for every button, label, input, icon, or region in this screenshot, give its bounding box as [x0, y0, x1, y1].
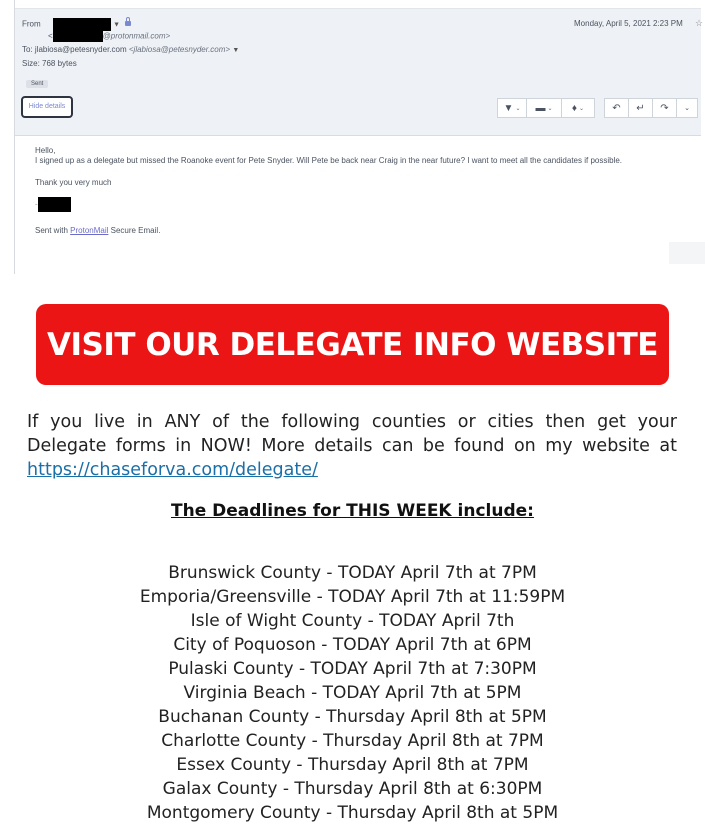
- list-item: Essex County - Thursday April 8th at 7PM: [176, 755, 529, 775]
- list-item: Charlotte County - Thursday April 8th at 7PM: [161, 731, 544, 751]
- chevron-down-icon: ⌄: [684, 105, 690, 112]
- chevron-down-icon[interactable]: ▼: [232, 47, 240, 54]
- intro-text: If you live in ANY of the following counties or cities then get your Delegate forms in NOW! More details can be found on my website at: [27, 412, 677, 456]
- list-item: City of Poquoson - TODAY April 7th at 6PM: [173, 635, 532, 655]
- email-body: [35, 146, 645, 236]
- email-screenshot: [14, 0, 704, 274]
- to-address[interactable]: jlabiosa@petesnyder.com: [34, 45, 127, 54]
- filter-button[interactable]: [497, 98, 527, 118]
- from-row: [22, 18, 131, 31]
- redacted-sender-email: [53, 31, 103, 42]
- list-item: Emporia/Greensville - TODAY April 7th at 11:59PM: [139, 587, 566, 607]
- delegate-website-link[interactable]: https://chaseforva.com/delegate/: [27, 460, 318, 480]
- label-icon: ♦: [571, 102, 578, 114]
- reply-all-icon: ↵: [636, 102, 645, 114]
- chevron-down-icon: ⌄: [547, 105, 553, 112]
- message-text: I signed up as a delegate but missed the Roanoke event for Pete Snyder. Will Pete be back near Craig in the near future? I want to meet all the candidates if possible.: [35, 156, 623, 165]
- signature: -: [35, 197, 645, 212]
- hide-details-button[interactable]: Hide details: [21, 96, 73, 118]
- redacted-signature: [38, 197, 71, 212]
- to-label: To:: [22, 45, 33, 54]
- thanks-line: Thank you very much: [35, 178, 112, 187]
- from-label: From: [22, 19, 41, 29]
- email-header: [15, 8, 704, 136]
- message-size: Size: 768 bytes: [22, 59, 77, 68]
- list-item: Galax County - Thursday April 8th at 6:30PM: [162, 779, 543, 799]
- deadlines-heading: The Deadlines for THIS WEEK include:: [171, 501, 534, 521]
- sent-badge: Sent: [26, 80, 48, 88]
- protonmail-link[interactable]: ProtonMail: [70, 226, 109, 235]
- attachment-area: [669, 242, 705, 264]
- forward-button[interactable]: [652, 98, 677, 118]
- chevron-down-icon: ⌄: [515, 105, 521, 112]
- list-item: Brunswick County - TODAY April 7th at 7PM: [168, 563, 537, 583]
- deadlines-list: [0, 561, 705, 825]
- sent-with-line: [35, 226, 645, 236]
- reply-all-button[interactable]: [628, 98, 653, 118]
- reply-icon: ↶: [612, 102, 621, 114]
- label-button[interactable]: [561, 98, 595, 118]
- folder-icon: ▬: [535, 102, 546, 114]
- chevron-down-icon[interactable]: ▼: [113, 21, 121, 29]
- intro-paragraph: [27, 410, 677, 482]
- toolbar-group-reply: [605, 98, 698, 118]
- chevron-down-icon: ⌄: [579, 105, 585, 112]
- list-item: Montgomery County - Thursday April 8th at 5PM: [146, 803, 559, 823]
- move-to-folder-button[interactable]: [526, 98, 562, 118]
- from-address-prefix: <: [48, 31, 53, 41]
- list-item: Pulaski County - TODAY April 7th at 7:30PM: [168, 659, 537, 679]
- sent-with-suffix: Secure Email.: [108, 226, 161, 235]
- more-button[interactable]: [676, 98, 698, 118]
- from-address: [48, 31, 170, 42]
- redacted-sender-name: [53, 18, 111, 31]
- to-address-alt: <jlabiosa@petesnyder.com>: [128, 45, 231, 54]
- list-item: Isle of Wight County - TODAY April 7th: [190, 611, 515, 631]
- to-row: [22, 45, 239, 54]
- list-item: Virginia Beach - TODAY April 7th at 5PM: [183, 683, 522, 703]
- delegate-website-button[interactable]: VISIT OUR DELEGATE INFO WEBSITE: [36, 304, 669, 385]
- star-icon[interactable]: ☆: [695, 18, 704, 28]
- list-item: Buchanan County - Thursday April 8th at 5PM: [158, 707, 547, 727]
- forward-icon: ↷: [660, 102, 669, 114]
- greeting: Hello,: [35, 146, 56, 155]
- sent-with-prefix: Sent with: [35, 226, 71, 235]
- filter-icon: ▼: [503, 102, 514, 114]
- email-date: Monday, April 5, 2021 2:23 PM: [574, 19, 683, 28]
- from-address-domain: @protonmail.com>: [102, 31, 171, 41]
- lock-icon: [125, 21, 131, 26]
- reply-button[interactable]: [604, 98, 629, 118]
- toolbar-group-move: [498, 98, 595, 118]
